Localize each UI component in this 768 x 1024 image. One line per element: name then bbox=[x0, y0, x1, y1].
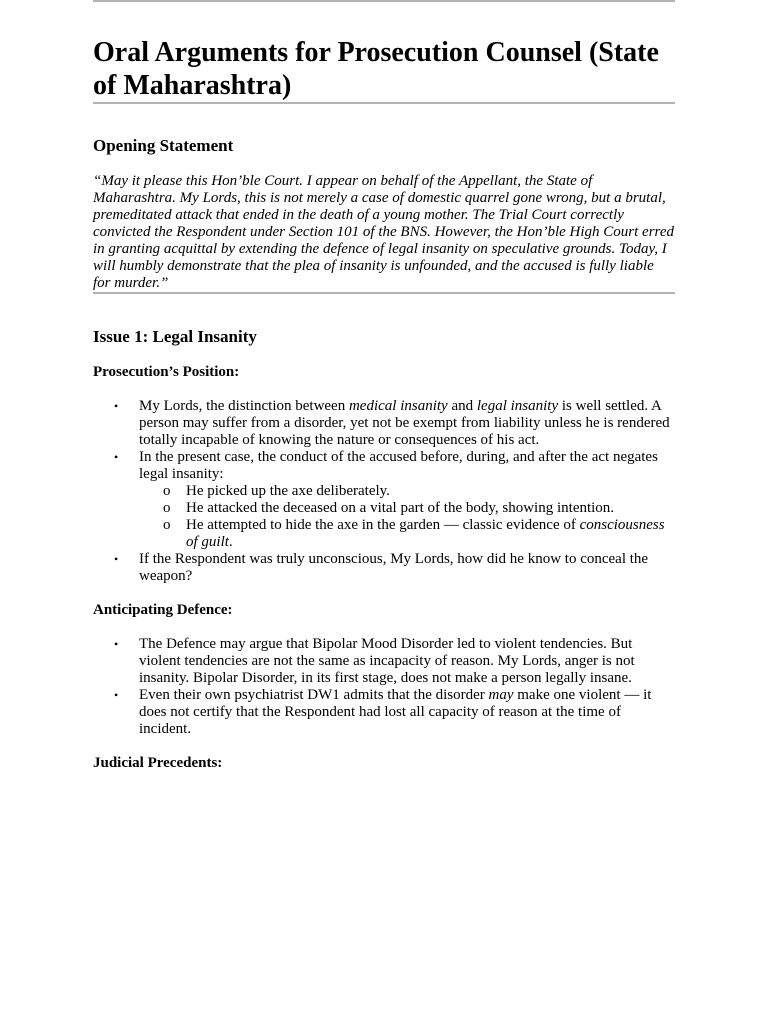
issue-heading: Issue 1: Legal Insanity bbox=[93, 327, 257, 346]
sub-list-text: He attempted to hide the axe in the garden — classic evidence of bbox=[186, 517, 580, 533]
list-text: make one violent — it does not certify that the Respondent had lost all capacity of reason at the time of incident. bbox=[139, 687, 652, 737]
precedents-heading: Judicial Precedents: bbox=[93, 755, 223, 771]
list-text: is well settled. A person may suffer from a disorder, yet not be exempt from liability unless he is rendered totally incapable of knowing the nature or consequences of his act. bbox=[139, 398, 670, 448]
list-item bbox=[93, 551, 675, 585]
list-item bbox=[93, 687, 675, 738]
position-list bbox=[93, 398, 675, 585]
sub-list-item bbox=[139, 517, 675, 551]
bullet-marker: • bbox=[114, 399, 119, 413]
bullet-marker: • bbox=[114, 688, 119, 702]
list-text: In the present case, the conduct of the accused before, during, and after the act negates legal insanity: bbox=[139, 449, 658, 482]
document-page bbox=[93, 0, 675, 772]
list-text: The Defence may argue that Bipolar Mood Disorder led to violent tendencies. But violent tendencies are not the same as incapacity of reason. My Lords, anger is not insanity. Bipolar Disorder, in its first stage, does not make a person legally insane. bbox=[139, 636, 635, 686]
list-item bbox=[93, 449, 675, 551]
top-divider bbox=[93, 0, 675, 2]
opening-quote: “May it please this Hon’ble Court. I appear on behalf of the Appellant, the State of Maharashtra. My Lords, this is not merely a case of domestic quarrel gone wrong, but a brutal, premeditated attack that ended in the death of a young mother. The Trial Court correctly convicted the Respondent under Section 101 of the BNS. However, the Hon’ble High Court erred in granting acquittal by extending the defence of legal insanity on speculative grounds. Today, I will humbly demonstrate that the plea of insanity is unfounded, and the accused is fully liable for murder.” bbox=[93, 173, 674, 291]
bullet-marker: • bbox=[114, 637, 119, 651]
bullet-marker: • bbox=[114, 552, 119, 566]
sub-list bbox=[139, 483, 675, 551]
list-text: Even their own psychiatrist DW1 admits that the disorder bbox=[139, 687, 489, 703]
emphasis-text: legal insanity bbox=[476, 398, 559, 414]
sub-bullet-marker: o bbox=[163, 483, 171, 499]
list-text: My Lords, the distinction between bbox=[139, 398, 349, 414]
sub-list-item bbox=[139, 483, 675, 500]
list-text: If the Respondent was truly unconscious, My Lords, how did he know to conceal the weapon? bbox=[139, 551, 649, 584]
emphasis-text: consciousness of guilt bbox=[186, 517, 665, 550]
opening-heading: Opening Statement bbox=[93, 136, 234, 155]
list-item bbox=[93, 398, 675, 449]
emphasis-text: may bbox=[488, 687, 514, 703]
emphasis-text: medical insanity bbox=[348, 398, 448, 414]
document-title: Oral Arguments for Prosecution Counsel (State of Maharashtra) bbox=[93, 37, 659, 101]
position-heading: Prosecution’s Position: bbox=[93, 364, 240, 380]
sub-list-text: . bbox=[228, 534, 233, 550]
defence-list bbox=[93, 636, 675, 738]
defence-heading: Anticipating Defence: bbox=[93, 602, 233, 618]
list-item bbox=[93, 636, 675, 687]
sub-list-text: He attacked the deceased on a vital part of the body, showing intention. bbox=[186, 500, 615, 516]
list-text: and bbox=[447, 398, 477, 414]
sub-list-item bbox=[139, 500, 675, 517]
sub-bullet-marker: o bbox=[163, 517, 171, 533]
bullet-marker: • bbox=[114, 450, 119, 464]
sub-list-text: He picked up the axe deliberately. bbox=[186, 483, 390, 499]
title-divider bbox=[93, 102, 675, 104]
opening-divider bbox=[93, 292, 675, 294]
sub-bullet-marker: o bbox=[163, 500, 171, 516]
